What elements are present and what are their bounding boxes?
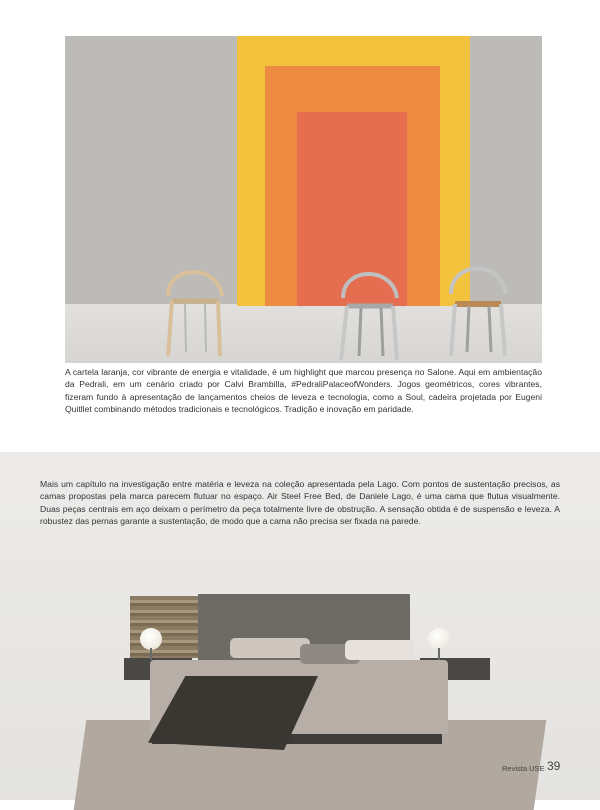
magazine-name: Revista USE	[502, 764, 545, 773]
pedrali-photo	[65, 36, 542, 363]
left-lamp	[140, 628, 162, 650]
aluminium-wood-chair	[443, 254, 513, 362]
pillow	[345, 640, 415, 660]
wood-panel	[130, 596, 198, 658]
pillow	[230, 638, 310, 658]
wooden-chair	[160, 256, 230, 363]
caption-lago: Mais um capítulo na investigação entre matéria e leveza na coleção apresentada pela Lago. Com pontos de sustentação precisos, as camas propostas pela marca parecem flutuar no espaço. Air Steel Free Bed, de Daniele Lago, é uma cama que flutua visualmente. Duas peças centrais em aço deixam o perímetro da peça totalmente livre de obstrução. A sensação obtida é de suspensão e leveza. A robustez das pernas garante a sustentação, de modo que a cama não precisa ser fixada na parede.	[40, 479, 560, 527]
left-lamp-stem	[150, 648, 152, 660]
right-lamp-stem	[438, 648, 440, 660]
right-lamp	[428, 628, 450, 650]
caption-pedrali: A cartela laranja, cor vibrante de energia e vitalidade, é um highlight que marcou presença no Salone. Aqui em ambientação da Pedrali, em um cenário criado por Calvi Brambilla, #PedraliPalaceofWonders. Jogos geométricos, cores vibrantes, fizeram fundo à apresentação de lançamentos cheios de leveza e tecnologia, como a Soul, cadeira projetada por Eugeni Quitllet combinando métodos tradicionais e tecnológicos. Tradição e inovação em paridade.	[65, 367, 542, 415]
page-number: 39	[547, 759, 561, 773]
aluminium-chair	[335, 258, 405, 363]
